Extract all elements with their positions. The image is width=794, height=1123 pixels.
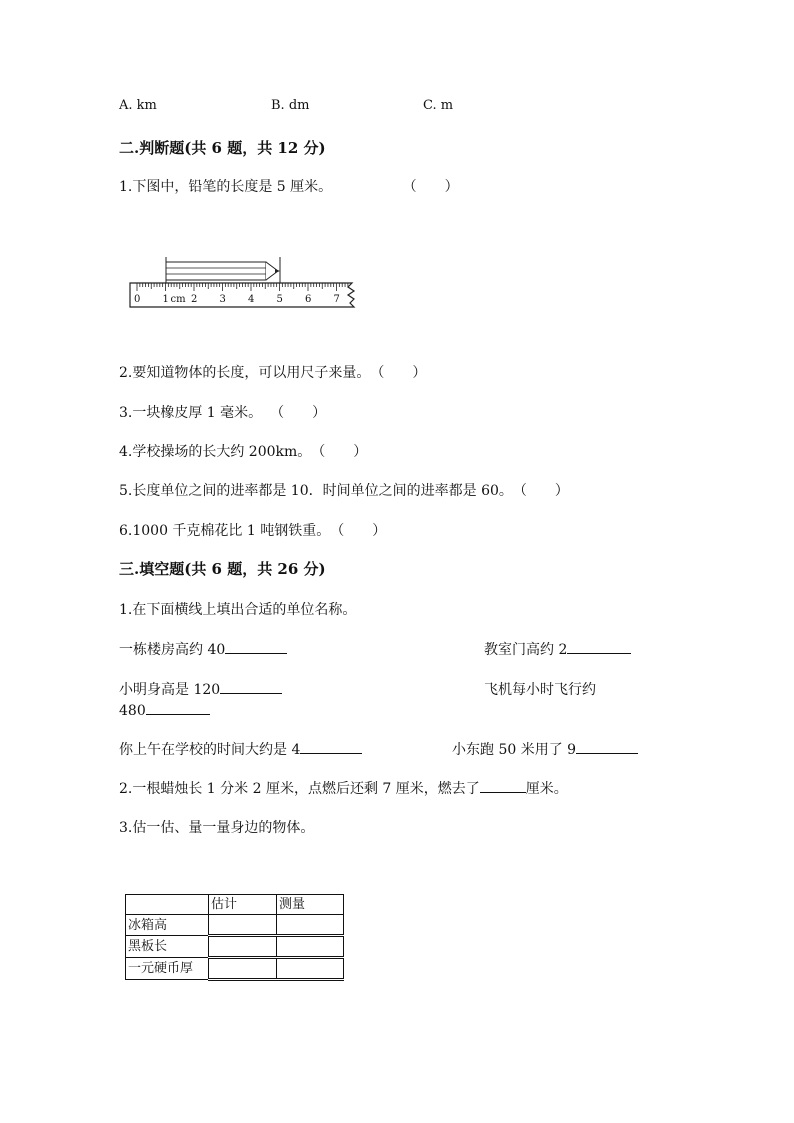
measure-cell[interactable] [277, 936, 344, 958]
fill-question-3: 3.估一估、量一量身边的物体。 [119, 820, 315, 836]
ruler-unit-label: cm [170, 294, 186, 305]
ruler-tick-label: 6 [305, 294, 312, 305]
section-2-title: 二.判断题(共 6 题，共 12 分) [119, 139, 326, 157]
section-3-title: 三.填空题(共 6 题，共 26 分) [119, 560, 326, 578]
ruler-tick-label: 2 [191, 294, 198, 305]
ruler-tick-label: 3 [219, 294, 226, 305]
judge-question-2-text: 2.要知道物体的长度，可以用尺子来量。 [119, 365, 371, 381]
fill-blank-school-time[interactable] [300, 739, 362, 754]
judge-question-6-text: 6.1000 千克棉花比 1 吨钢铁重。 [119, 523, 331, 539]
fill-item-door-text: 教室门高约 2 [484, 642, 568, 658]
estimate-cell[interactable] [209, 915, 277, 936]
fill-item-building-text: 一栋楼房高约 40 [119, 642, 226, 658]
fill-item-plane-cont [119, 700, 210, 719]
fill-item-run [452, 739, 638, 759]
table-row [126, 958, 344, 980]
table-row-label: 黑板长 [126, 936, 209, 958]
fill-blank-height[interactable] [220, 679, 282, 694]
fill-item-school-time-text: 你上午在学校的时间大约是 4 [119, 742, 301, 758]
judge-question-3-text: 3.一块橡皮厚 1 毫米。 [119, 405, 263, 421]
table-header-row [126, 895, 344, 915]
fill-blank-candle[interactable] [480, 778, 526, 793]
fill-question-1: 1.在下面横线上填出合适的单位名称。 [119, 602, 357, 618]
fill-item-building [119, 639, 287, 659]
judge-question-3 [119, 402, 326, 422]
judge-question-2 [119, 362, 426, 382]
ruler-figure [126, 253, 358, 313]
fill-question-2-unit: 厘米。 [525, 781, 568, 797]
ruler-tick-label: 1 [162, 294, 169, 305]
table-row-label: 一元硬币厚 [126, 958, 209, 980]
estimate-cell[interactable] [209, 936, 277, 958]
option-b: B. dm [271, 98, 310, 113]
judge-question-1 [119, 176, 459, 196]
table-header-cell: 估计 [209, 895, 277, 915]
table-header-cell [126, 895, 209, 915]
judge-question-4-text: 4.学校操场的长大约 200km。 [119, 444, 312, 460]
fill-item-school-time [119, 739, 362, 759]
table-row-label: 冰箱高 [126, 915, 209, 936]
table-row [126, 915, 344, 936]
table-header-cell: 测量 [277, 895, 344, 915]
fill-question-2 [119, 778, 568, 798]
pencil-body [166, 262, 266, 280]
measure-cell[interactable] [277, 958, 344, 980]
pencil-lead [275, 269, 280, 273]
judge-question-5 [119, 480, 569, 500]
fill-blank-building[interactable] [225, 639, 287, 654]
ruler-tick-label: 4 [248, 294, 255, 305]
fill-item-plane-cont-text: 480 [119, 703, 146, 719]
judge-question-5-text: 5.长度单位之间的进率都是 10．时间单位之间的进率都是 60。 [119, 483, 513, 499]
option-c: C. m [423, 98, 454, 113]
judge-answer-paren-1[interactable]: （ ） [402, 179, 459, 195]
judge-answer-paren-3[interactable]: （ ） [270, 405, 327, 421]
fill-item-height [119, 679, 282, 699]
estimate-cell[interactable] [209, 958, 277, 980]
ruler-tick-label: 5 [276, 294, 283, 305]
fill-question-2-text: 2.一根蜡烛长 1 分米 2 厘米，点燃后还剩 7 厘米，燃去了 [119, 781, 480, 797]
fill-item-run-text: 小东跑 50 米用了 9 [452, 742, 577, 758]
fill-blank-plane[interactable] [146, 700, 210, 715]
estimate-table [125, 894, 344, 981]
fill-blank-door[interactable] [567, 639, 631, 654]
ruler-svg [126, 253, 358, 313]
judge-question-4 [119, 441, 367, 461]
fill-item-door [484, 639, 631, 659]
fill-blank-run[interactable] [576, 739, 638, 754]
judge-answer-paren-2[interactable]: （ ） [370, 365, 427, 381]
ruler-tick-label: 0 [134, 294, 141, 305]
judge-answer-paren-6[interactable]: （ ） [330, 523, 387, 539]
judge-answer-paren-4[interactable]: （ ） [311, 444, 368, 460]
judge-question-6 [119, 520, 386, 540]
fill-item-height-text: 小明身高是 120 [119, 682, 221, 698]
measure-cell[interactable] [277, 915, 344, 936]
judge-answer-paren-5[interactable]: （ ） [512, 483, 569, 499]
table-row [126, 936, 344, 958]
ruler-tick-label: 7 [333, 294, 340, 305]
fill-item-plane: 飞机每小时飞行约 [484, 682, 596, 698]
option-a: A. km [119, 98, 157, 113]
judge-question-1-text: 1.下图中，铅笔的长度是 5 厘米。 [119, 179, 333, 195]
